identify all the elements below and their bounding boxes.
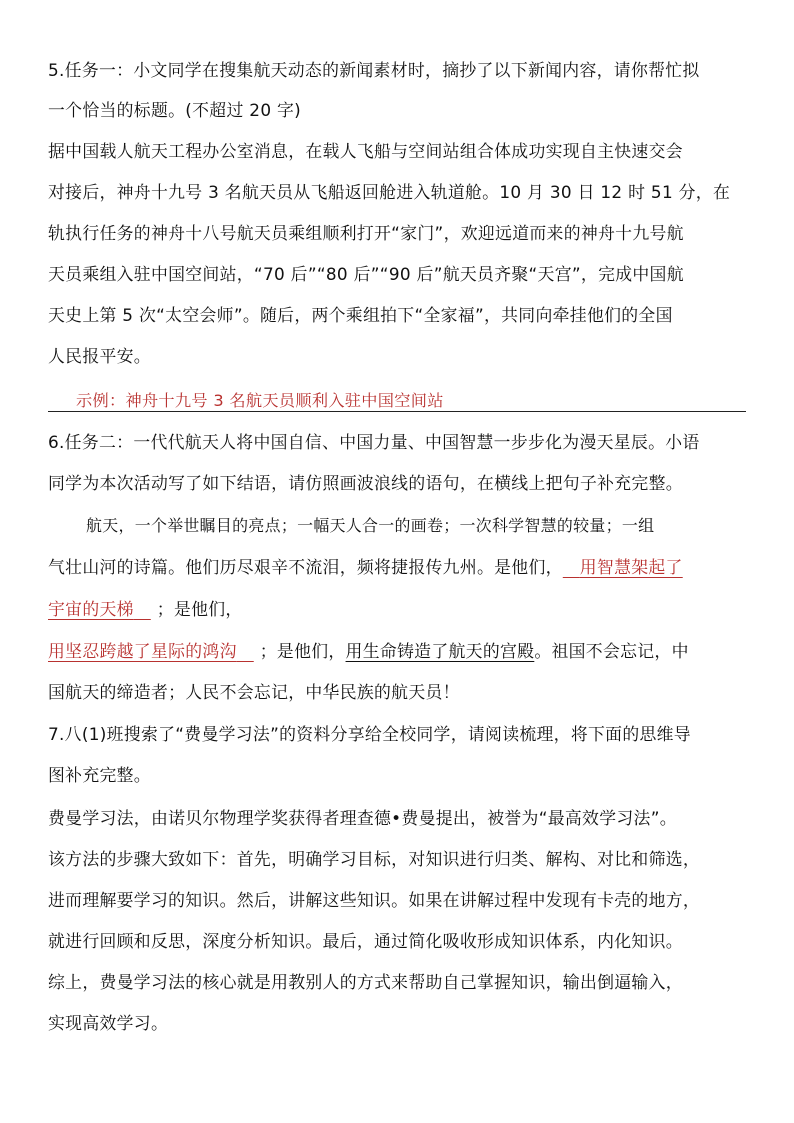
- q6-passage-line3: [48, 597, 748, 621]
- q5-prompt-line1: 5.任务一：小文同学在搜集航天动态的新闻素材时，摘抄了以下新闻内容，请你帮忙拟: [48, 60, 700, 80]
- q5-news-line2: 对接后，神舟十九号 3 名航天员从飞船返回舱进入轨道舱。10 月 30 日 12 时 51 分，在: [48, 182, 731, 202]
- q6-answer1-text1: 用智慧架起了: [579, 557, 683, 577]
- q6-passage-line5: 国航天的缔造者；人民不会忘记，中华民族的航天员！: [48, 682, 460, 702]
- q7-prompt-line1: 7.八(1)班搜索了“费曼学习法”的资料分享给全校同学，请阅读梳理，将下面的思维导: [48, 724, 691, 744]
- q6-passage-line1: 航天，一个举世瞩目的亮点；一幅天人合一的画卷；一次科学智慧的较量；一组: [86, 516, 655, 535]
- q5-prompt-line2: 一个恰当的标题。(不超过 20 字): [48, 100, 302, 120]
- q6-prompt-line2: 同学为本次活动写了如下结语，请仿照画波浪线的语句，在横线上把句子补充完整。: [48, 473, 683, 493]
- q6-prompt-line1: 6.任务二：一代代航天人将中国自信、中国力量、中国智慧一步步化为漫天星辰。小语: [48, 432, 700, 452]
- q6-answer1-text2: 宇宙的天梯: [48, 599, 134, 619]
- q7-text-line6: 实现高效学习。: [48, 1013, 169, 1033]
- q5-news-line1: 据中国载人航天工程办公室消息，在载人飞船与空间站组合体成功实现自主快速交会: [48, 141, 683, 161]
- q5-news-line6: 人民报平安。: [48, 346, 151, 366]
- q7-text-line3: 进而理解要学习的知识。然后，讲解这些知识。如果在讲解过程中发现有卡壳的地方，: [48, 890, 701, 910]
- q5-news-line3: 轨执行任务的神舟十八号航天员乘组顺利打开“家门”，欢迎远道而来的神舟十九号航: [48, 223, 684, 243]
- q6-passage-line4: [48, 639, 748, 663]
- q7-text-line5: 综上，费曼学习法的核心就是用教别人的方式来帮助自己掌握知识，输出倒逼输入，: [48, 972, 683, 992]
- q6-wavy-phrase: 用生命铸造了航天的宫殿: [345, 641, 535, 661]
- q6-answer2: [48, 641, 254, 661]
- answer-rule: [48, 411, 746, 412]
- q6-passage-line2: [48, 555, 748, 579]
- q6-passage-mid: ；是他们，: [259, 641, 346, 661]
- q7-text-line1: 费曼学习法，由诺贝尔物理学奖获得者理查德•费曼提出，被誉为“最高效学习法”。: [48, 808, 677, 828]
- q6-passage-prefix: 气壮山河的诗篇。他们历尽艰辛不流泪，频将捷报传九州。是他们，: [48, 557, 563, 577]
- q6-answer1-part2: [48, 599, 151, 619]
- q5-news-line5: 天史上第 5 次“太空会师”。随后，两个乘组拍下“全家福”，共同向牵挂他们的全国: [48, 305, 673, 325]
- q7-text-line4: 就进行回顾和反思，深度分析知识。最后，通过简化吸收形成知识体系，内化知识。: [48, 931, 683, 951]
- q6-passage-suffix: ；是他们，: [156, 599, 243, 619]
- q7-prompt-line2: 图补充完整。: [48, 765, 151, 785]
- q6-passage-end: 。祖国不会忘记，中: [534, 641, 689, 661]
- q7-text-line2: 该方法的步骤大致如下：首先，明确学习目标，对知识进行归类、解构、对比和筛选，: [48, 849, 701, 869]
- q6-answer2-text: 用坚忍跨越了星际的鸿沟: [48, 641, 237, 661]
- q5-news-line4: 天员乘组入驻中国空间站，“70 后”“80 后”“90 后”航天员齐聚“天宫”，完成中国航: [48, 264, 684, 284]
- q5-example-answer: 示例：神舟十九号 3 名航天员顺利入驻中国空间站: [76, 391, 444, 410]
- q6-answer1-part1: [563, 557, 683, 577]
